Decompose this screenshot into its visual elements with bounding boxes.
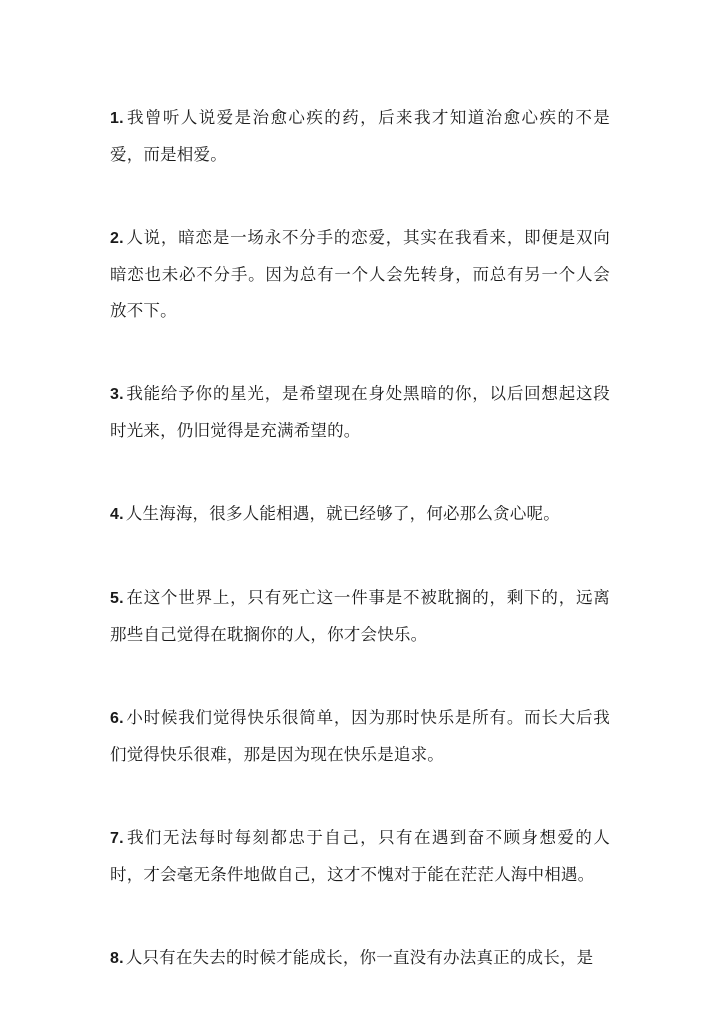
quote-text: 我曾听人说爱是治愈心疾的药，后来我才知道治愈心疾的不是爱，而是相爱。 xyxy=(110,108,610,164)
quote-item-6 xyxy=(110,700,610,773)
quote-number: 2. xyxy=(110,230,124,247)
quote-item-2 xyxy=(110,220,610,329)
quote-item-8 xyxy=(110,940,610,977)
quote-item-5 xyxy=(110,580,610,653)
quote-text: 在这个世界上，只有死亡这一件事是不被耽搁的，剩下的，远离那些自己觉得在耽搁你的人，你才会快乐。 xyxy=(110,588,610,644)
quote-text: 我能给予你的星光，是希望现在身处黑暗的你，以后回想起这段时光来，仍旧觉得是充满希望的。 xyxy=(110,384,610,440)
quote-number: 4. xyxy=(110,506,124,523)
quote-item-1 xyxy=(110,100,610,173)
quote-text: 人生海海，很多人能相遇，就已经够了，何必那么贪心呢。 xyxy=(125,504,560,523)
quote-text: 人说，暗恋是一场永不分手的恋爱，其实在我看来，即便是双向暗恋也未必不分手。因为总有一个人会先转身，而总有另一个人会放不下。 xyxy=(110,228,610,320)
quote-number: 3. xyxy=(110,386,124,403)
quote-item-3 xyxy=(110,376,610,449)
quote-text: 我们无法每时每刻都忠于自己，只有在遇到奋不顾身想爱的人时，才会毫无条件地做自己，这才不愧对于能在茫茫人海中相遇。 xyxy=(110,828,610,884)
quote-item-7 xyxy=(110,820,610,893)
quote-number: 6. xyxy=(110,710,124,727)
quote-list xyxy=(110,100,610,1024)
quote-text: 人只有在失去的时候才能成长，你一直没有办法真正的成长，是 xyxy=(125,948,594,967)
quote-number: 5. xyxy=(110,590,124,607)
quote-number: 1. xyxy=(110,110,124,127)
quote-item-4 xyxy=(110,496,610,533)
quote-number: 7. xyxy=(110,830,124,847)
quote-number: 8. xyxy=(110,950,124,967)
quote-text: 小时候我们觉得快乐很简单，因为那时快乐是所有。而长大后我们觉得快乐很难，那是因为现在快乐是追求。 xyxy=(110,708,610,764)
